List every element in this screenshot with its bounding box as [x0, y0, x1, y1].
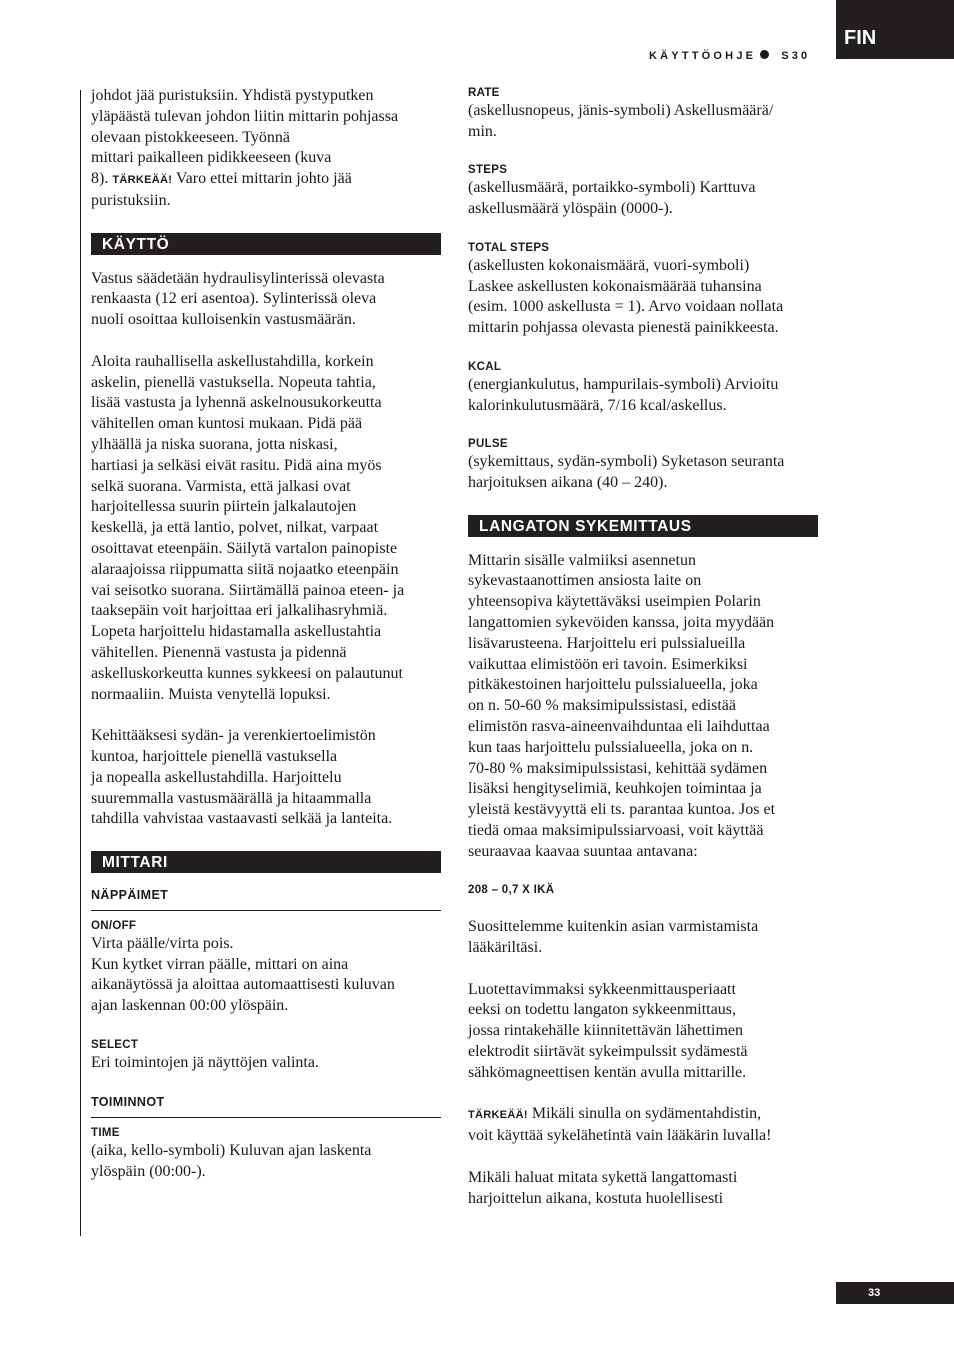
rate-text: (askellusnopeus, jänis-symboli) Askellusmäärä/ min. — [468, 102, 774, 140]
warning-label: TÄRKEÄÄ! — [468, 1109, 528, 1122]
intro-paragraph: johdot jää puristuksiin. Yhdistä pystyputken yläpäästä tulevan johdon liitin mittarin pohjassa olevaan pistokkeeseen. Työnnä mittari paikalleen pidikkeeseen (kuva 8). TÄRKEÄÄ! Varo ettei mittarin johto jää puristuksiin. — [91, 87, 399, 209]
kcal-text: (energiankulutus, hampurilais-symboli) Arvioitu kalorinkulutusmäärä, 7/16 kcal/askellus. — [468, 375, 779, 414]
subheading-nappaimet: NÄPPÄIMET — [91, 887, 441, 911]
label-select: SELECT — [91, 1038, 139, 1051]
formula: 208 – 0,7 X IKÄ — [468, 884, 555, 897]
steps-text: (askellusmäärä, portaikko-symboli) Karttuva askellusmäärä ylöspäin (0000-). — [468, 179, 756, 218]
page-number: 33 — [836, 1282, 954, 1304]
kaytto-paragraph-2: Aloita rauhallisella askellustahdilla, korkein askelin, pienellä vastuksella. Nopeuta tahtia, lisää vastusta ja lyhennä askelnousukorkeutta vähitellen oman kuntosi mukaan. Pidä pää ylhäällä ja niska suorana, jotta niskasi, hartiasi ja selkäsi eivät rasitu. Pidä aina myös selkä suorana. Varmista, että jalkasi ovat harjoitellessa suurin piirtein jalkalautojen keskellä, ja että lantio, polvet, nilkat, varpaat osoittavat eteenpäin. Säilytä vartalon painopiste alaraajoissa riippumatta siitä nojaatko eteenpäin vai seisotko suorana. Siirtämällä painoa eteen- ja taaksepäin voit harjoittaa eri jalkalihasryhmiä. Lopeta harjoittelu hidastamalla askellustahtia vähitellen. Pienennä vastusta ja pidennä askelluskorkeutta kunnes sykkeesi on palautunut normaaliin. Muista venytellä lopuksi. — [91, 352, 405, 703]
left-column — [91, 86, 441, 1183]
label-pulse: PULSE — [468, 438, 508, 451]
warning-label: TÄRKEÄÄ! — [112, 174, 173, 187]
kaytto-paragraph-1: Vastus säädetään hydraulisylinterissä olevasta renkaasta (12 eri asentoa). Sylinterissä oleva nuoli osoittaa kulloisenkin vastusmäärän. — [91, 269, 385, 329]
label-kcal: KCAL — [468, 360, 502, 373]
bullet-dot-icon — [760, 50, 769, 59]
section-heading-kaytto: KÄYTTÖ — [91, 233, 441, 255]
langaton-paragraph-3: Luotettavimmaksi sykkeenmittausperiaatt eeksi on todettu langaton sykkeenmittaus, jossa rintakehälle kiinnitettävän lähettimen elektrodit siirtävät sykeimpulssit sydämestä sähkömagneettisen kentän avulla mittarille. — [468, 980, 748, 1081]
label-rate: RATE — [468, 87, 500, 99]
section-heading-langaton-sykemittaus: LANGATON SYKEMITTAUS — [468, 515, 818, 537]
running-head — [649, 48, 829, 64]
total-steps-text: (askellusten kokonaismäärä, vuori-symboli) Laskee askellusten kokonaismäärää tuhansina (esim. 1000 askellusta = 1). Arvo voidaan nollata mittarin pohjassa olevasta pienestä painikkeesta. — [468, 256, 784, 337]
label-total-steps: TOTAL STEPS — [468, 241, 550, 254]
column-rule — [80, 90, 81, 1236]
pulse-text: (sykemittaus, sydän-symboli) Syketason seuranta harjoituksen aikana (40 – 240). — [468, 453, 785, 491]
language-tab: FIN — [836, 0, 954, 59]
langaton-paragraph-1: Mittarin sisälle valmiiksi asennetun sykevastaanottimen ansiosta laite on yhteensopiva käytettäväksi useimpien Polarin langattomien sykevöiden kanssa, joita myydään lisävarusteena. Harjoittelu eri pulssialueilla vaikuttaa elimistöön eri tavoin. Esimerkiksi pitkäkestoinen harjoittelu pulssialueella, joka on n. 50-60 % maksimipulssistasi, edistää elimistön rasva-aineenvaihduntaa eli laihduttaa kun taas harjoittelu pulssialueella, joka on n. 70-80 % maksimipulssistasi, kehittää sydämen lisäksi hengityselimiä, keuhkojen toimintaa ja yleistä kestävyyttä eli ts. parantaa kuntoa. Jos et tiedä omaa maksimipulssiarvoasi, voit käyttää seuraavaa kaavaa suuntaa antavana: — [468, 551, 776, 860]
kaytto-paragraph-3: Kehittääksesi sydän- ja verenkiertoelimistön kuntoa, harjoittele pienellä vastuksella ja nopealla askellustahdilla. Harjoittelu suuremmalla vastusmäärällä ja hitaammalla tahdilla vahvistaa vastaavasti selkää ja lanteita. — [91, 727, 393, 828]
section-heading-mittari: MITTARI — [91, 851, 441, 873]
label-onoff: ON/OFF — [91, 919, 137, 932]
langaton-warning: TÄRKEÄÄ! Mikäli sinulla on sydämentahdistin, voit käyttää sykelähetintä vain lääkärin luvalla! — [468, 1105, 772, 1145]
time-text: (aika, kello-symboli) Kuluvan ajan laskenta ylöspäin (00:00-). — [91, 1142, 372, 1181]
right-column — [468, 86, 818, 1209]
running-head-model: S30 — [781, 50, 811, 62]
langaton-paragraph-2: Suosittelemme kuitenkin asian varmistamista lääkäriltäsi. — [468, 918, 759, 957]
label-time: TIME — [91, 1127, 120, 1140]
label-steps: STEPS — [468, 164, 508, 177]
running-head-title: KÄYTTÖOHJE — [649, 50, 757, 62]
subheading-toiminnot: TOIMINNOT — [91, 1094, 441, 1118]
langaton-paragraph-4: Mikäli haluat mitata sykettä langattomasti harjoittelun aikana, kostuta huolellisesti — [468, 1168, 738, 1207]
select-text: Eri toimintojen jä näyttöjen valinta. — [91, 1053, 319, 1071]
onoff-text: Virta päälle/virta pois. Kun kytket virran päälle, mittari on aina aikanäytössä ja aloittaa automaattisesti kuluvan ajan laskennan 00:00 ylöspäin. — [91, 934, 395, 1015]
